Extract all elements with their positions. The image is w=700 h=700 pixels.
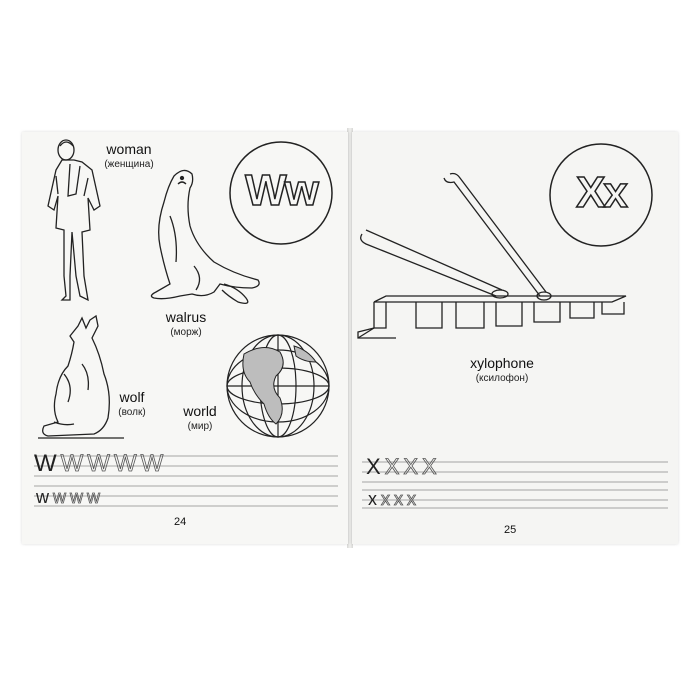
- tracing-model-letter: x: [368, 489, 381, 509]
- word-world-english: world: [183, 403, 217, 419]
- word-wolf: [104, 390, 160, 420]
- tracing-dashed-letters: WWWW: [60, 450, 168, 477]
- word-world-russian: (мир): [187, 421, 213, 432]
- letter-x-badge: Xx: [576, 168, 626, 217]
- word-wolf-english: wolf: [119, 389, 145, 405]
- word-walrus-russian: (морж): [170, 327, 202, 338]
- word-walrus-english: walrus: [165, 309, 207, 325]
- tracing-model-letter: X: [366, 454, 385, 479]
- word-walrus: [148, 310, 224, 340]
- tracing-dashed-letters: xxx: [381, 489, 420, 509]
- word-xylophone-english: xylophone: [470, 355, 534, 371]
- word-xylophone: [452, 356, 552, 386]
- tracing-model-letter: w: [36, 487, 53, 507]
- word-woman-english: woman: [106, 141, 152, 157]
- tracing-row-lowercase-w: [36, 488, 104, 506]
- letter-w-badge: Ww: [245, 166, 317, 215]
- globe-illustration: [224, 332, 332, 440]
- page-number-right: 25: [504, 524, 517, 536]
- tracing-row-lowercase-x: [368, 490, 420, 508]
- tracing-dashed-letters: www: [53, 487, 104, 507]
- word-xylophone-russian: (ксилофон): [475, 373, 529, 384]
- wolf-illustration: [34, 314, 130, 440]
- word-woman-russian: (женщина): [104, 159, 154, 170]
- tracing-model-letter: W: [34, 450, 61, 477]
- word-wolf-russian: (волк): [118, 407, 146, 418]
- tracing-row-uppercase-x: [366, 454, 441, 479]
- tracing-dashed-letters: XXX: [384, 454, 441, 479]
- tracing-row-uppercase-w: [34, 452, 167, 476]
- xylophone-illustration: [356, 172, 656, 342]
- word-world: [172, 404, 228, 434]
- page-left: [22, 132, 348, 544]
- page-right: [352, 132, 678, 544]
- page-number-left: 24: [174, 516, 187, 528]
